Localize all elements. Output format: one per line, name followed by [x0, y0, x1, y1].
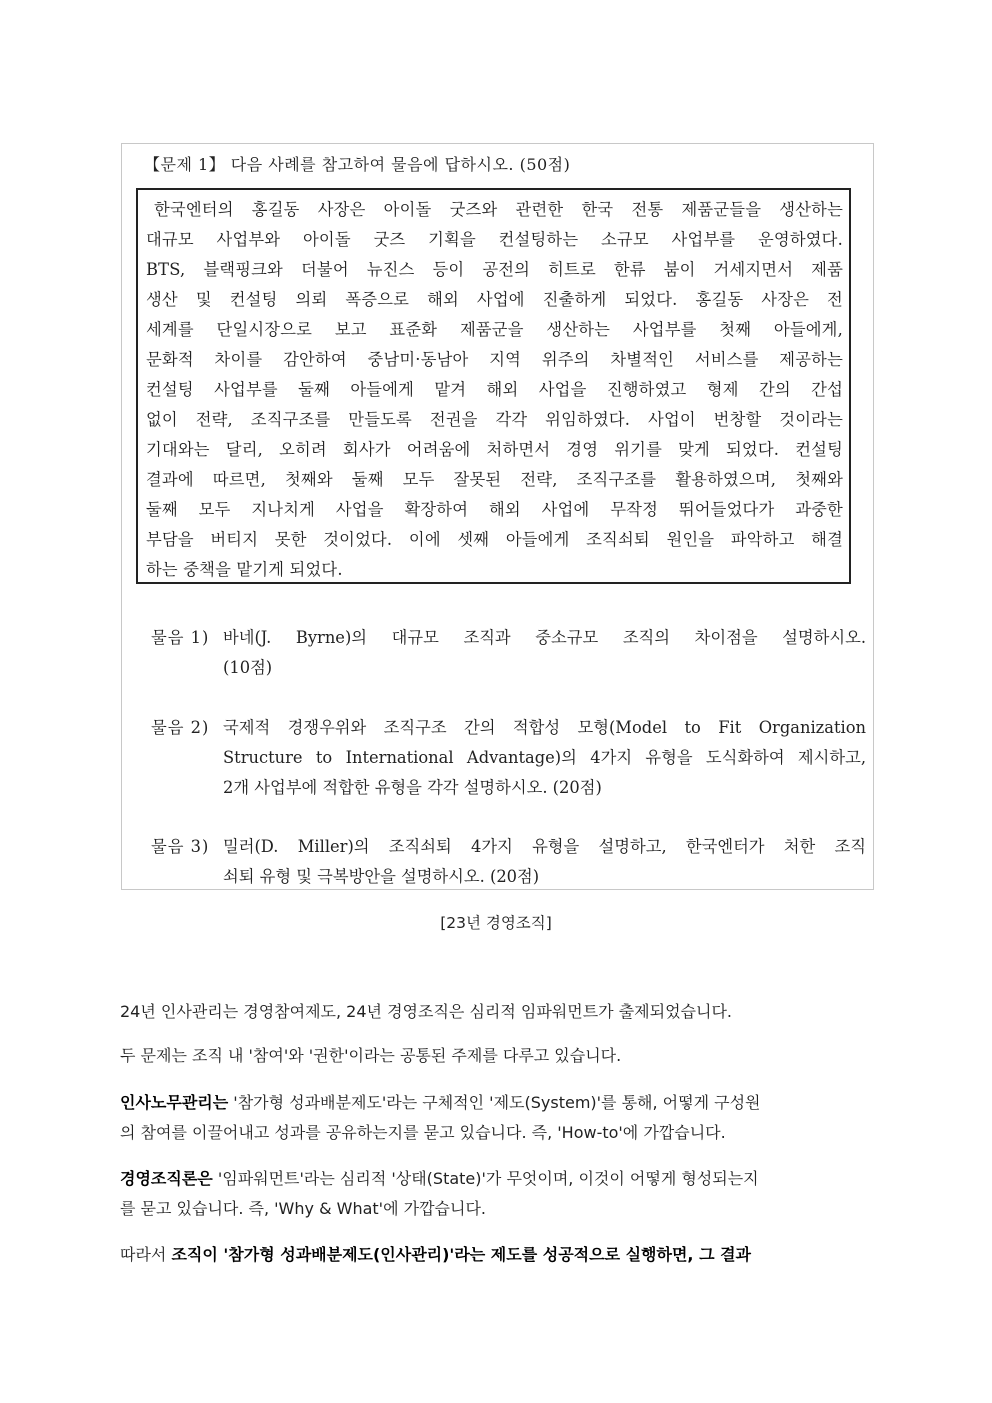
paragraph-line: [120, 1240, 862, 1270]
question-1: [151, 623, 866, 683]
figure-caption: [23년 경영조직]: [440, 914, 552, 932]
text-run: 따라서: [120, 1245, 172, 1264]
case-line: 생산 및 컨설팅 의뢰 폭증으로 해외 사업에 진출하게 되었다. 홍길동 사장은 전: [146, 290, 843, 309]
question-line: 밀러(D. Miller)의 조직쇠퇴 4가지 유형을 설명하고, 한국엔터가 처한 조직: [223, 837, 866, 856]
case-line: 대규모 사업부와 아이돌 굿즈 기획을 컨설팅하는 소규모 사업부를 운영하였다.: [146, 230, 843, 249]
question-label: 물음 2): [151, 718, 210, 737]
case-line: 결과에 따르면, 첫째와 둘째 모두 잘못된 전략, 조직구조를 활용하였으며, 첫째와: [146, 470, 843, 489]
paragraph-line: 의 참여를 이끌어내고 성과를 공유하는지를 묻고 있습니다. 즉, 'How-to'에 가깝습니다.: [120, 1123, 726, 1142]
case-line: 한국엔터의 홍길동 사장은 아이돌 굿즈와 관련한 한국 전통 제품군들을 생산하는: [154, 200, 843, 219]
question-3: [151, 832, 866, 892]
bold-term: 인사노무관리는: [120, 1093, 229, 1112]
case-line: 컨설팅 사업부를 둘째 아들에게 맡겨 해외 사업을 진행하였고 형제 간의 간섭: [146, 380, 843, 399]
case-line: BTS, 블랙핑크와 더불어 뉴진스 등이 공전의 히트로 한류 붐이 거세지면서 제품: [146, 260, 843, 279]
question-line: (10점): [223, 658, 273, 677]
question-label: 물음 1): [151, 628, 210, 647]
paragraph-line: 를 묻고 있습니다. 즉, 'Why & What'에 가깝습니다.: [120, 1199, 486, 1218]
question-line: 2개 사업부에 적합한 유형을 각각 설명하시오. (20점): [223, 778, 602, 797]
paragraph: [120, 997, 862, 1027]
case-line: 기대와는 달리, 오히려 회사가 어려움에 처하면서 경영 위기를 맞게 되었다. 컨설팅: [146, 440, 843, 459]
case-line: 하는 중책을 맡기게 되었다.: [146, 560, 343, 579]
paragraph: [120, 1240, 862, 1270]
paragraph: [120, 1088, 862, 1148]
case-line: 부담을 버티지 못한 것이었다. 이에 셋째 아들에게 조직쇠퇴 원인을 파악하고 해결: [146, 530, 843, 549]
case-line: 세계를 단일시장으로 보고 표준화 제품군을 생산하는 사업부를 첫째 아들에게,: [146, 320, 843, 339]
question-line: 국제적 경쟁우위와 조직구조 간의 적합성 모형(Model to Fit Organization: [223, 718, 866, 737]
case-line: 둘째 모두 지나치게 사업을 확장하여 해외 사업에 무작정 뛰어들었다가 과중한: [146, 500, 843, 519]
bold-term: 경영조직론은: [120, 1169, 213, 1188]
paragraph-line: 24년 인사관리는 경영참여제도, 24년 경영조직은 심리적 임파워먼트가 출제되었습니다.: [120, 1002, 732, 1021]
exam-question-box: [121, 143, 874, 890]
text-run: '참가형 성과배분제도'라는 구체적인 '제도(System)'를 통해, 어떻게 구성원: [228, 1093, 761, 1112]
paragraph-line: 두 문제는 조직 내 '참여'와 '권한'이라는 공통된 주제를 다루고 있습니다.: [120, 1046, 622, 1065]
question-line: Structure to International Advantage)의 4가지 유형을 도식화하여 제시하고,: [223, 748, 866, 767]
question-line: 쇠퇴 유형 및 극복방안을 설명하시오. (20점): [223, 867, 540, 886]
bold-text: 조직이 '참가형 성과배분제도(인사관리)'라는 제도를 성공적으로 실행하면, 그 결과: [171, 1245, 752, 1264]
question-line: 바네(J. Byrne)의 대규모 조직과 중소규모 조직의 차이점을 설명하시오.: [223, 628, 866, 647]
paragraph: [120, 1041, 862, 1071]
paragraph-line: [120, 1164, 862, 1194]
paragraph: [120, 1164, 862, 1224]
exam-title: 【문제 1】 다음 사례를 참고하여 물음에 답하시오. (50점): [144, 155, 571, 174]
paragraph-line: [120, 1088, 862, 1118]
text-run: '임파워먼트'라는 심리적 '상태(State)'가 무엇이며, 이것이 어떻게 형성되는지: [212, 1169, 759, 1188]
question-2: [151, 713, 866, 803]
case-study-box: [136, 188, 851, 584]
case-line: 없이 전략, 조직구조를 만들도록 전권을 각각 위임하였다. 사업이 번창할 것이라는: [146, 410, 843, 429]
case-line: 문화적 차이를 감안하여 중남미·동남아 지역 위주의 차별적인 서비스를 제공하는: [146, 350, 843, 369]
question-label: 물음 3): [151, 837, 210, 856]
